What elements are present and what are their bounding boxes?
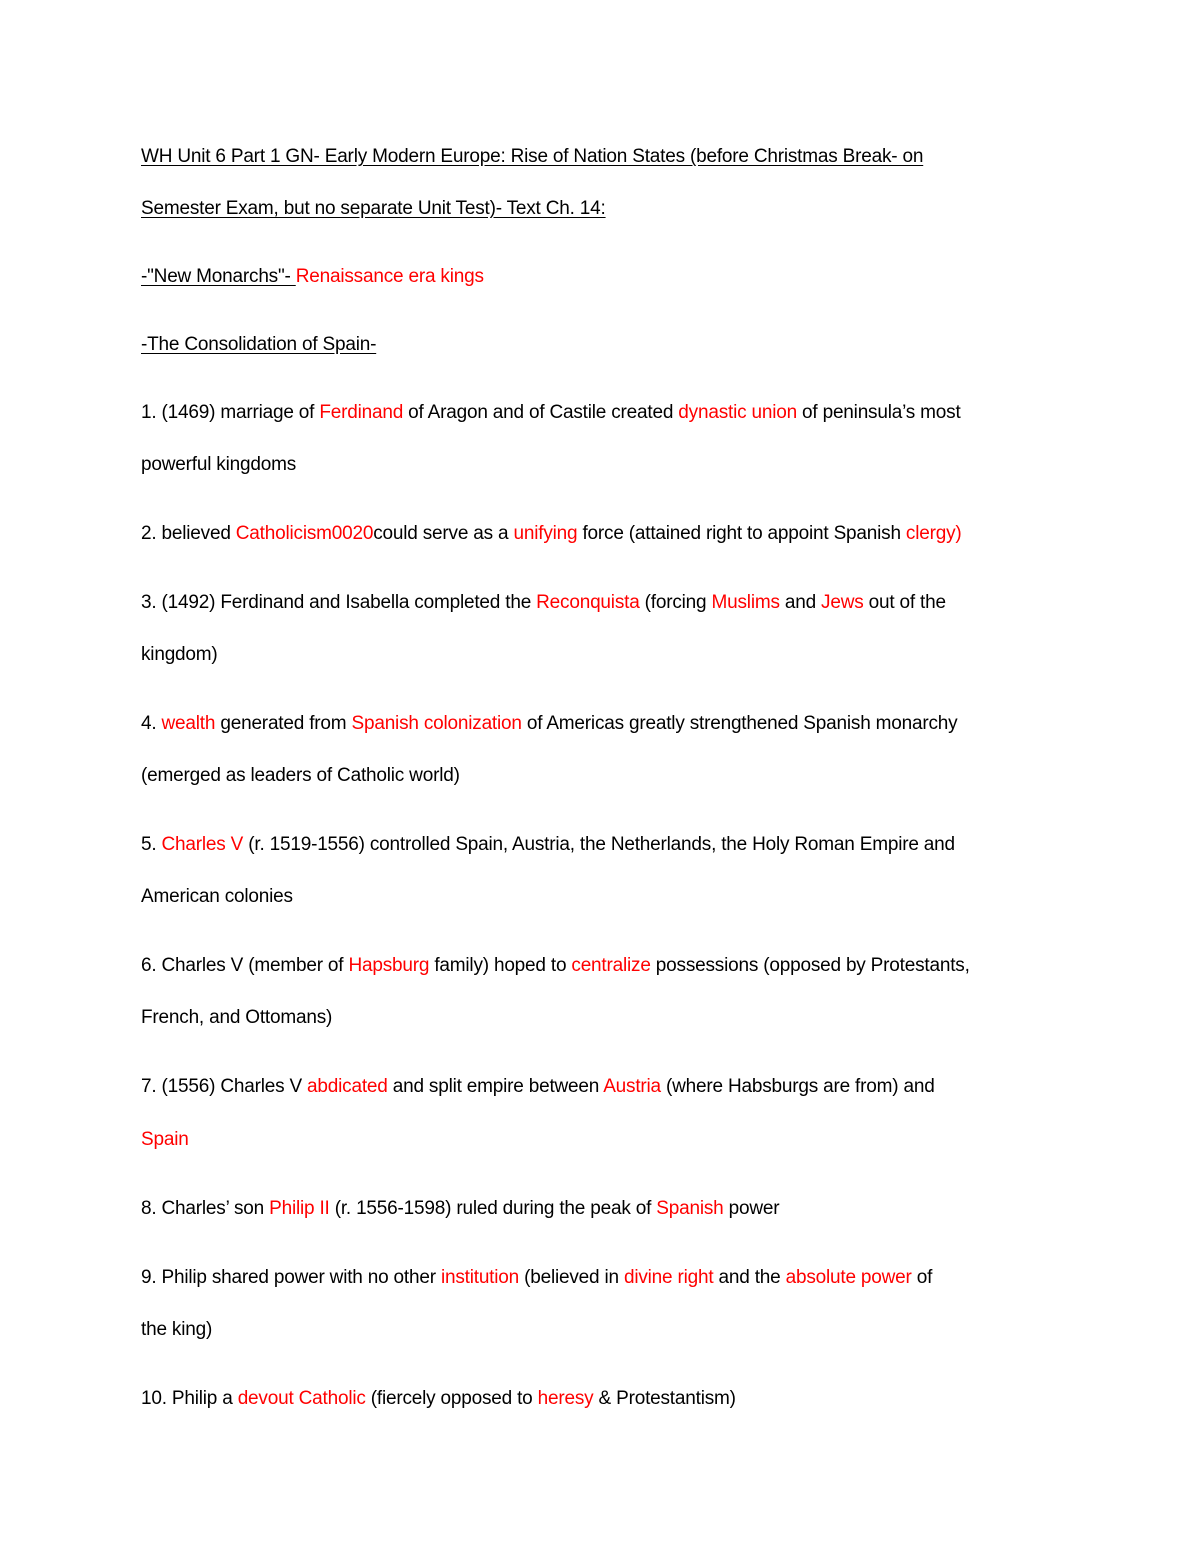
item-5-text-d: American colonies [141,886,293,907]
note-item-3 [141,590,1071,616]
item-2-answer-catholicism: Catholicism0020 [235,523,374,544]
item-6-text-a: 6. Charles V (member of [141,955,349,976]
item-6-answer-centralize: centralize [571,955,651,976]
item-4-text-e: of Americas greatly strengthened Spanish monarchy [521,713,958,734]
note-item-1-continued [141,452,1071,478]
note-item-7 [141,1074,1071,1100]
item-4-text-f: (emerged as leaders of Catholic world) [141,765,460,786]
item-6-text-c: family) hoped to [429,955,572,976]
title-text-2: Semester Exam, but no separate Unit Test)- Text Ch. 14: [141,198,606,219]
item-8-text-c: (r. 1556-1598) ruled during the peak of [329,1198,657,1219]
item-9-answer-institution: institution [440,1267,520,1288]
item-8-answer-spanish: Spanish [656,1198,724,1219]
new-monarchs-label: -"New Monarchs"- [141,266,296,287]
item-4-answer-wealth: wealth [161,713,216,734]
note-item-1 [141,400,1071,426]
item-1-text-a: 1. (1469) marriage of [141,402,320,423]
item-3-text-a: 3. (1492) Ferdinand and Isabella completed the [141,592,537,613]
item-3-answer-muslims: Muslims [711,592,780,613]
section-heading-text: -The Consolidation of Spain- [141,334,377,355]
item-7-answer-abdicated: abdicated [307,1076,388,1097]
item-7-text-a: 7. (1556) Charles V [141,1076,308,1097]
document-title-line-2 [141,196,1071,222]
note-item-9-continued [141,1317,1071,1343]
title-text-1: WH Unit 6 Part 1 GN- Early Modern Europe: Rise of Nation States (before Christmas Break- on [141,146,924,167]
item-10-text-c: (fiercely opposed to [365,1388,538,1409]
item-2-answer-unifying: unifying [513,523,578,544]
item-9-answer-divine-right: divine right [623,1267,714,1288]
item-9-text-a: 9. Philip shared power with no other [141,1267,441,1288]
new-monarchs-line [141,264,1071,290]
item-6-text-e: possessions (opposed by Protestants, [650,955,970,976]
note-item-8 [141,1196,1071,1222]
item-7-answer-spain: Spain [141,1129,189,1150]
item-5-text-a: 5. [141,834,162,855]
item-2-text-c: could serve as a [373,523,514,544]
item-5-answer-charles-v: Charles V [161,834,244,855]
item-7-text-e: (where Habsburgs are from) and [660,1076,935,1097]
item-3-text-h: kingdom) [141,644,218,665]
item-3-text-c: (forcing [639,592,712,613]
note-item-6 [141,953,1071,979]
document-title-line-1 [141,144,1071,170]
item-1-text-c: of Aragon and of Castile created [403,402,679,423]
item-8-text-e: power [723,1198,780,1219]
item-1-answer-dynastic-union: dynastic union [678,402,797,423]
item-9-text-e: and the [713,1267,786,1288]
item-1-answer-ferdinand: Ferdinand [319,402,404,423]
item-3-text-e: and [779,592,822,613]
item-7-answer-austria: Austria [603,1076,661,1097]
item-3-text-g: out of the [863,592,946,613]
item-10-answer-heresy: heresy [537,1388,594,1409]
item-10-text-e: & Protestantism) [593,1388,736,1409]
item-6-text-f: French, and Ottomans) [141,1007,333,1028]
item-9-answer-absolute-power: absolute power [785,1267,912,1288]
note-item-5 [141,832,1071,858]
item-2-answer-clergy: clergy) [905,523,962,544]
note-item-7-continued [141,1127,1071,1153]
item-5-text-c: (r. 1519-1556) controlled Spain, Austria, the Netherlands, the Holy Roman Empire and [243,834,955,855]
note-item-5-continued [141,884,1071,910]
item-7-text-c: and split empire between [387,1076,604,1097]
item-8-answer-philip-ii: Philip II [269,1198,330,1219]
item-2-text-e: force (attained right to appoint Spanish [577,523,906,544]
item-1-text-f: powerful kingdoms [141,454,297,475]
item-4-text-c: generated from [215,713,352,734]
item-3-answer-reconquista: Reconquista [536,592,640,613]
item-9-text-h: the king) [141,1319,213,1340]
item-4-answer-spanish-colonization: Spanish colonization [351,713,522,734]
item-3-answer-jews: Jews [821,592,864,613]
item-10-text-a: 10. Philip a [141,1388,238,1409]
note-item-6-continued [141,1005,1071,1031]
new-monarchs-answer: Renaissance era kings [295,266,484,287]
note-item-4-continued [141,763,1071,789]
note-item-10 [141,1386,1071,1412]
item-2-text-a: 2. believed [141,523,236,544]
note-item-4 [141,711,1071,737]
note-item-9 [141,1265,1071,1291]
section-heading [141,332,1071,358]
item-10-answer-devout-catholic: devout Catholic [237,1388,366,1409]
note-item-2 [141,521,1071,547]
item-9-text-g: of [911,1267,933,1288]
item-8-text-a: 8. Charles’ son [141,1198,270,1219]
item-9-text-c: (believed in [519,1267,624,1288]
item-4-text-a: 4. [141,713,162,734]
item-1-text-e: of peninsula’s most [796,402,961,423]
item-6-answer-hapsburg: Hapsburg [348,955,430,976]
note-item-3-continued [141,642,1071,668]
